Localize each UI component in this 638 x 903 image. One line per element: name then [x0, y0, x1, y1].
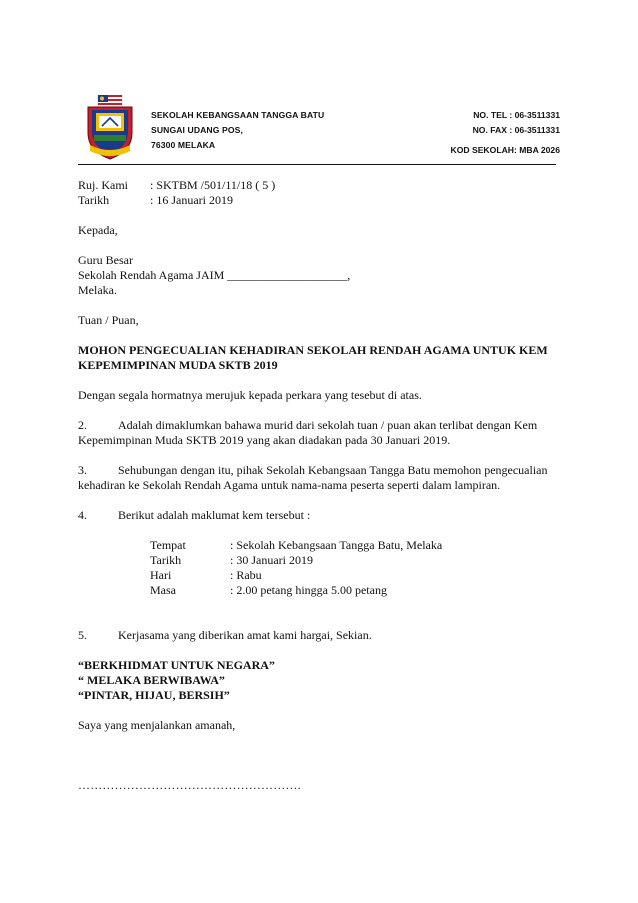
date-label: Tarikh [78, 193, 110, 207]
detail-value: : Sekolah Kebangsaan Tangga Batu, Melaka [230, 538, 443, 552]
school-address-block [151, 108, 324, 153]
detail-label: Tarikh [150, 553, 182, 567]
reference-row [78, 178, 558, 193]
recipient-line-3: Melaka. [78, 283, 117, 297]
closing-line: Saya yang menjalankan amanah, [78, 718, 236, 732]
motto-3: “PINTAR, HIJAU, BERSIH” [78, 688, 230, 702]
detail-value: : 30 Januari 2019 [230, 553, 313, 567]
detail-label: Tempat [150, 538, 186, 552]
paragraph-3-number: 3. [78, 463, 87, 477]
motto-2: “ MELAKA BERWIBAWA” [78, 673, 225, 687]
subject-line-1: MOHON PENGECUALIAN KEHADIRAN SEKOLAH RENDAH AGAMA UNTUK KEM [78, 343, 548, 357]
school-code: KOD SEKOLAH: MBA 2026 [450, 145, 560, 155]
detail-row-date [150, 553, 558, 568]
ref-value: : SKTBM /501/11/18 ( 5 ) [150, 178, 276, 192]
paragraph-5-number: 5. [78, 628, 87, 642]
paragraph-5 [78, 628, 558, 643]
paragraph-3-line-1: Sehubungan dengan itu, pihak Sekolah Kebangsaan Tangga Batu memohon pengecualian [118, 463, 548, 477]
school-crest-logo [84, 95, 136, 161]
paragraph-3 [78, 463, 558, 478]
paragraph-4 [78, 508, 558, 523]
letterhead [0, 0, 638, 175]
date-value: : 16 Januari 2019 [150, 193, 233, 207]
paragraph-4-text: Berikut adalah maklumat kem tersebut : [118, 508, 311, 522]
address-line-1: SUNGAI UDANG POS, [151, 125, 243, 135]
salutation: Tuan / Puan, [78, 313, 139, 327]
paragraph-4-number: 4. [78, 508, 87, 522]
ref-label: Ruj. Kami [78, 178, 128, 192]
detail-row-time [150, 583, 558, 598]
detail-label: Masa [150, 583, 176, 597]
header-divider [78, 164, 556, 165]
contact-block [473, 108, 560, 138]
detail-value: : Rabu [230, 568, 262, 582]
detail-row-day [150, 568, 558, 583]
signature-line: ………………………………………………. [78, 778, 301, 792]
tel-number: NO. TEL : 06-3511331 [473, 110, 560, 120]
paragraph-2 [78, 418, 558, 433]
intro-paragraph: Dengan segala hormatnya merujuk kepada perkara yang tesebut di atas. [78, 388, 422, 402]
detail-value: : 2.00 petang hingga 5.00 petang [230, 583, 387, 597]
paragraph-2-line-2: Kepemimpinan Muda SKTB 2019 yang akan diadakan pada 30 Januari 2019. [78, 433, 451, 447]
paragraph-2-number: 2. [78, 418, 87, 432]
date-row [78, 193, 558, 208]
address-line-2: 76300 MELAKA [151, 140, 216, 150]
fax-number: NO. FAX : 06-3511331 [472, 125, 560, 135]
school-name: SEKOLAH KEBANGSAAN TANGGA BATU [151, 110, 325, 120]
motto-1: “BERKHIDMAT UNTUK NEGARA” [78, 658, 275, 672]
letter-body [78, 178, 558, 793]
detail-label: Hari [150, 568, 172, 582]
paragraph-2-line-1: Adalah dimaklumkan bahawa murid dari sekolah tuan / puan akan terlibat dengan Kem [118, 418, 538, 432]
detail-row-place [150, 538, 558, 553]
recipient-line-2: Sekolah Rendah Agama JAIM ____________________, [78, 268, 351, 282]
paragraph-3-line-2: kehadiran ke Sekolah Rendah Agama untuk nama-nama peserta seperti dalam lampiran. [78, 478, 501, 492]
paragraph-5-text: Kerjasama yang diberikan amat kami hargai, Sekian. [118, 628, 372, 642]
camp-details [150, 538, 558, 598]
recipient-greeting: Kepada, [78, 223, 118, 237]
recipient-line-1: Guru Besar [78, 253, 133, 267]
subject-line-2: KEPEMIMPINAN MUDA SKTB 2019 [78, 358, 278, 372]
